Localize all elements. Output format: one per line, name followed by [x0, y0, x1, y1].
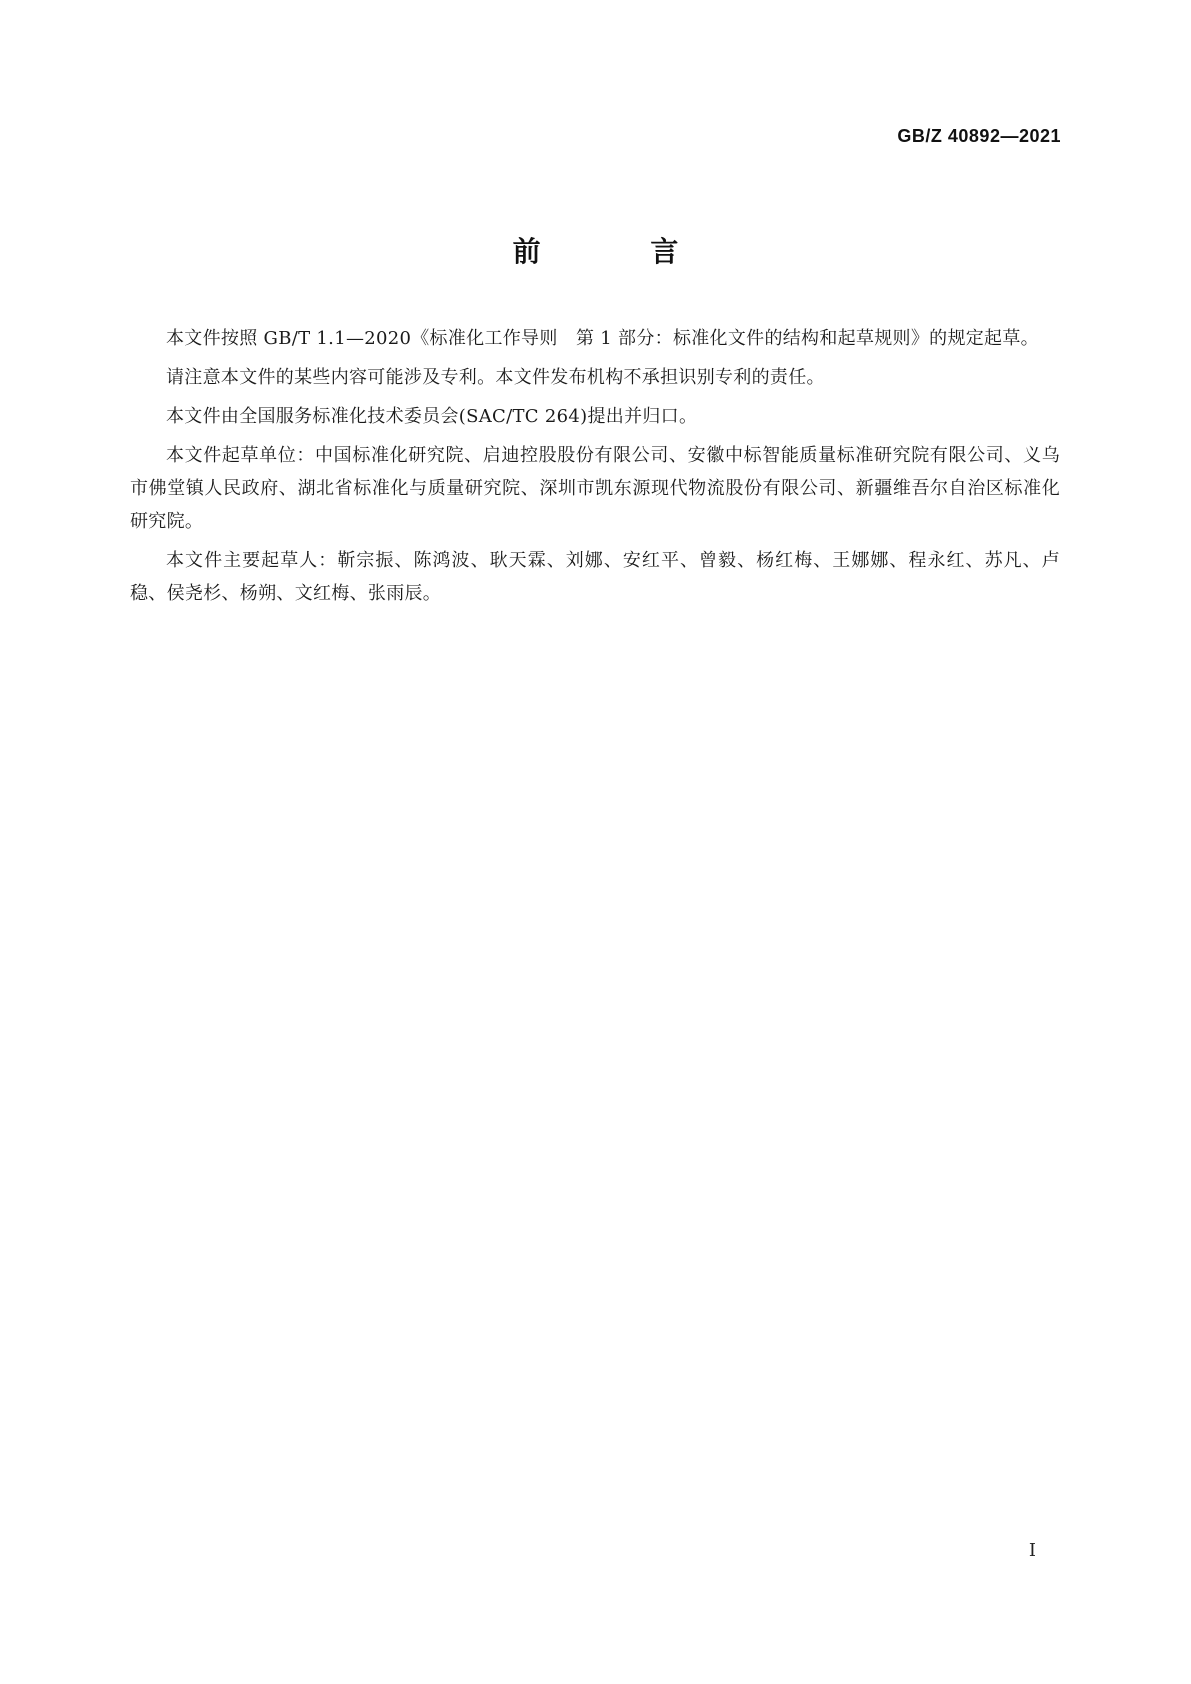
paragraph-proposer: 本文件由全国服务标准化技术委员会(SAC/TC 264)提出并归口。 [166, 406, 698, 427]
standard-number: GB/Z 40892—2021 [897, 126, 1061, 146]
paragraph-patent-notice: 请注意本文件的某些内容可能涉及专利。本文件发布机构不承担识别专利的责任。 [166, 367, 825, 388]
paragraph-drafters: 本文件主要起草人：靳宗振、陈鸿波、耿天霖、刘娜、安红平、曾毅、杨红梅、王娜娜、程永红、苏凡、卢稳、侯尧杉、杨朔、文红梅、张雨辰。 [130, 550, 1060, 604]
paragraph-drafting-rules: 本文件按照 GB/T 1.1—2020《标准化工作导则 第 1 部分：标准化文件的结构和起草规则》的规定起草。 [166, 328, 1039, 349]
paragraph-drafting-units: 本文件起草单位：中国标准化研究院、启迪控股股份有限公司、安徽中标智能质量标准研究院有限公司、义乌市佛堂镇人民政府、湖北省标准化与质量研究院、深圳市凯东源现代物流股份有限公司、新疆维吾尔自治区标准化研究院。 [130, 445, 1060, 532]
preface-body [130, 322, 1060, 616]
page-number: I [1028, 1540, 1036, 1561]
page-title: 前 言 [512, 235, 729, 268]
